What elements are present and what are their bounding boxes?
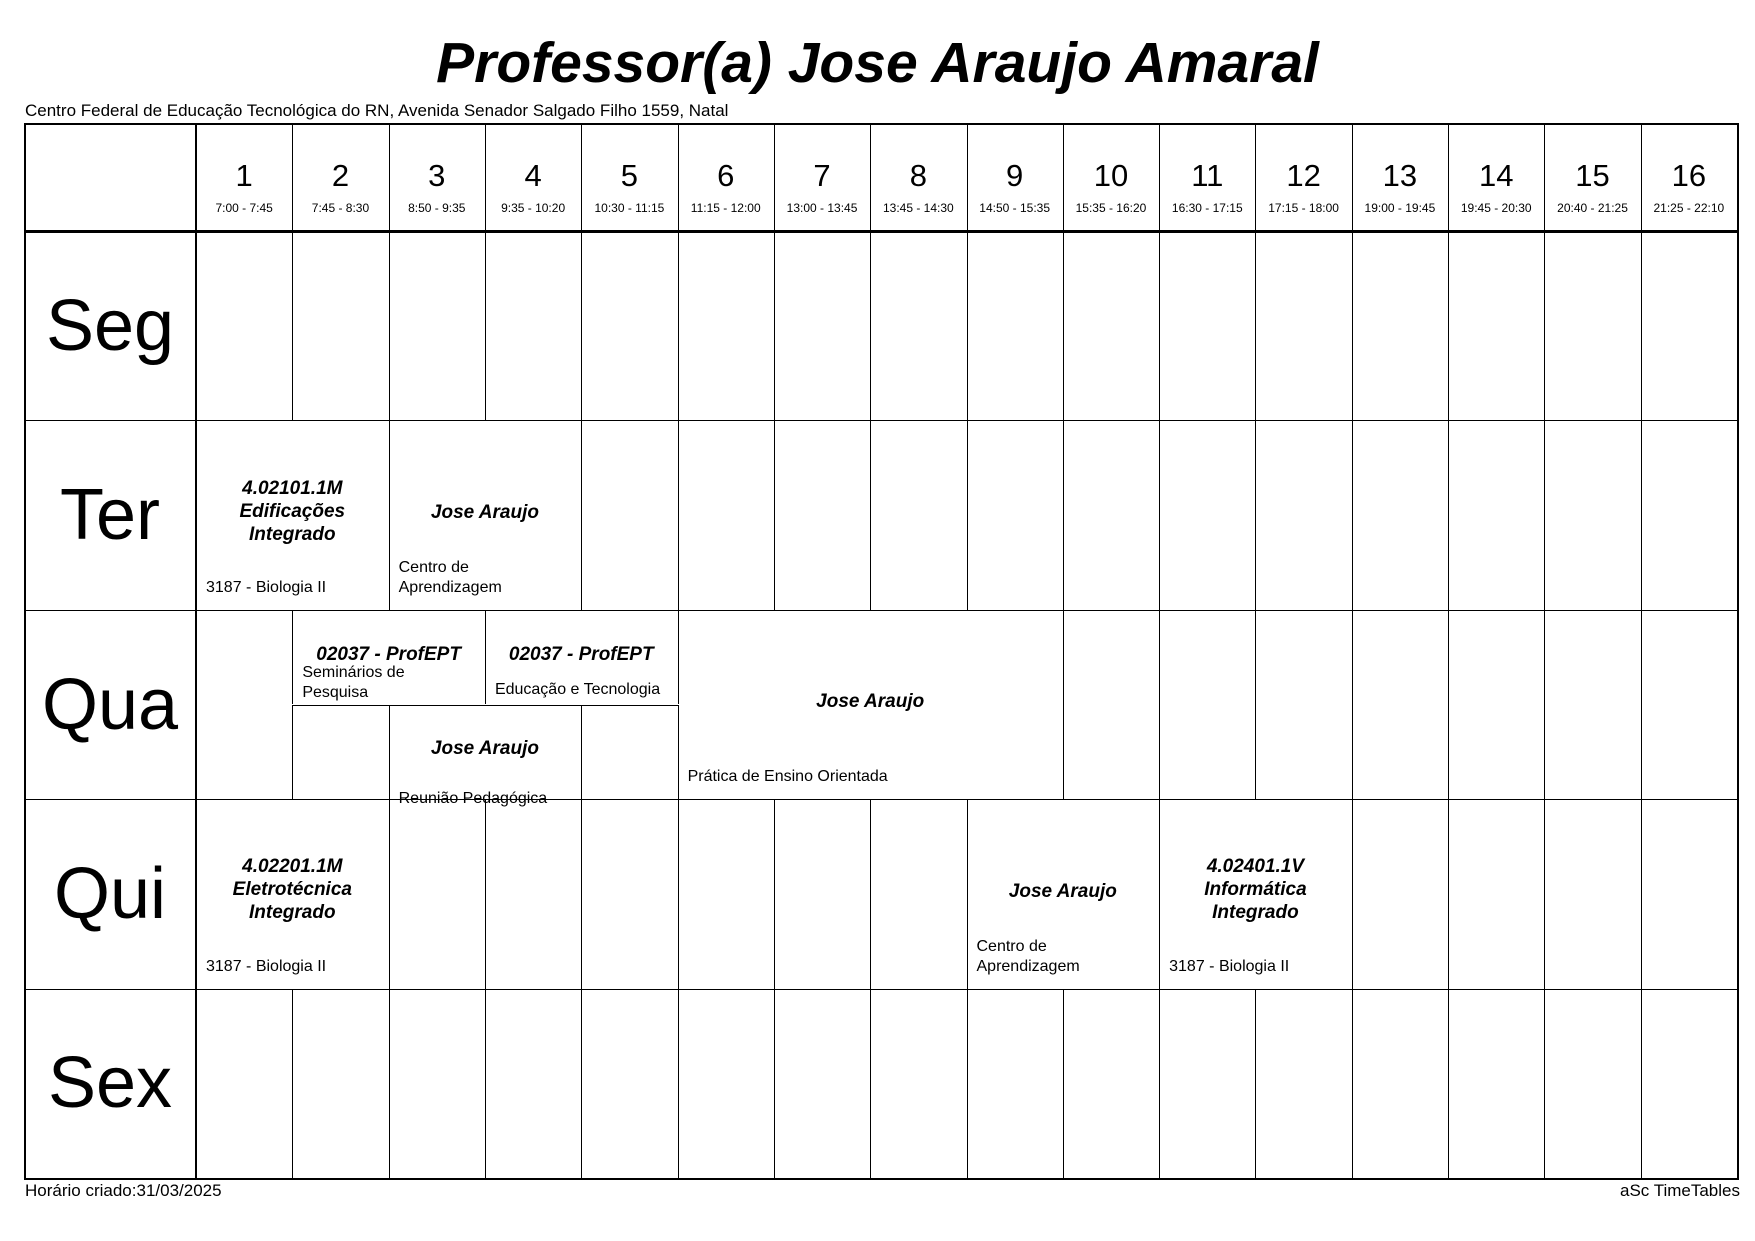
- period-header-cell: [1448, 123, 1544, 231]
- grid-line: [774, 799, 775, 988]
- period-number: 10: [1093, 158, 1129, 193]
- period-time: 20:40 - 21:25: [1557, 201, 1628, 215]
- period-number: 5: [620, 158, 639, 193]
- grid-line: [1159, 989, 1160, 1178]
- day-label: Qua: [41, 664, 179, 745]
- period-number: 8: [909, 158, 927, 193]
- grid-line: [485, 989, 486, 1178]
- period-header-cell: [581, 123, 677, 231]
- grid-line: [1159, 420, 1160, 609]
- period-header-cell: [870, 123, 966, 231]
- grid-line: [1063, 989, 1064, 1178]
- period-time: 8:50 - 9:35: [408, 201, 466, 215]
- grid-line: [967, 420, 968, 609]
- period-header-cell: [774, 123, 870, 231]
- grid-line: [1255, 610, 1256, 799]
- grid-line: [1544, 799, 1545, 988]
- period-number: 1: [235, 158, 253, 193]
- lesson-title: 4.02401.1V Informática Integrado: [1204, 856, 1307, 924]
- day-label: Sex: [47, 1043, 173, 1124]
- period-number: 12: [1286, 158, 1321, 193]
- grid-line: [1448, 799, 1449, 988]
- grid-line: [1255, 989, 1256, 1178]
- grid-line: [1641, 231, 1642, 420]
- period-number: 14: [1478, 158, 1514, 193]
- grid-line: [678, 231, 679, 420]
- grid-line: [292, 705, 293, 800]
- grid-line: [1063, 420, 1064, 609]
- period-time: 13:45 - 14:30: [882, 201, 954, 215]
- lesson-subject: Reunião Pedagógica: [398, 789, 548, 807]
- grid-line: [1352, 799, 1353, 988]
- lesson-title: Jose Araujo: [430, 502, 539, 524]
- lesson-card: [196, 420, 389, 609]
- grid-line: [1544, 610, 1545, 799]
- grid-line: [389, 799, 390, 988]
- grid-line: [1448, 610, 1449, 799]
- school-address: Centro Federal de Educação Tecnológica do RN, Avenida Senador Salgado Filho 1559, Natal: [25, 101, 729, 120]
- grid-line: [870, 799, 871, 988]
- lesson-card: [292, 610, 485, 705]
- lesson-title: 02037 - ProfEPT: [316, 643, 461, 665]
- lesson-subject: Centro de Aprendizagem: [398, 558, 502, 596]
- grid-line: [1159, 231, 1160, 420]
- grid-line: [870, 420, 871, 609]
- grid-line: [1352, 610, 1353, 799]
- grid-line: [24, 989, 1737, 990]
- software-credit: aSc TimeTables: [1620, 1181, 1740, 1200]
- grid-line: [1255, 231, 1256, 420]
- lesson-subject: Educação e Tecnologia: [494, 680, 661, 698]
- period-header-cell: [389, 123, 485, 231]
- period-time: 17:15 - 18:00: [1268, 201, 1339, 215]
- period-number: 2: [331, 158, 350, 193]
- period-time: 10:30 - 11:15: [594, 201, 665, 215]
- grid-line: [1641, 610, 1642, 799]
- period-time: 21:25 - 22:10: [1653, 201, 1725, 215]
- grid-line: [678, 799, 679, 988]
- period-time: 15:35 - 16:20: [1075, 201, 1147, 215]
- grid-line: [1448, 989, 1449, 1178]
- lesson-subject: Prática de Ensino Orientada: [687, 768, 888, 786]
- grid-line: [678, 420, 679, 609]
- period-time: 19:45 - 20:30: [1460, 201, 1532, 215]
- period-number: 11: [1191, 158, 1224, 193]
- period-header-cell: [292, 123, 388, 231]
- lesson-card: [678, 610, 1063, 799]
- period-number: 16: [1671, 158, 1707, 193]
- period-header-cell: [967, 123, 1063, 231]
- lesson-subject: 3187 - Biologia II: [1169, 957, 1290, 975]
- period-header-cell: [1159, 123, 1255, 231]
- lesson-title: Jose Araujo: [1008, 880, 1117, 902]
- grid-line: [389, 989, 390, 1178]
- period-header-cell: [485, 123, 581, 231]
- grid-line: [292, 989, 293, 1178]
- lesson-title: 4.02101.1M Edificações Integrado: [239, 477, 346, 545]
- lesson-subject: Seminários de Pesquisa: [302, 663, 405, 701]
- period-time: 16:30 - 17:15: [1171, 201, 1243, 215]
- period-time: 11:15 - 12:00: [690, 201, 761, 215]
- day-label: Ter: [59, 475, 161, 556]
- lesson-title: Jose Araujo: [816, 691, 925, 713]
- period-header-cell: [1063, 123, 1159, 231]
- period-time: 14:50 - 15:35: [979, 201, 1051, 215]
- period-header-cell: [1352, 123, 1448, 231]
- grid-line: [1352, 231, 1353, 420]
- period-time: 7:45 - 8:30: [311, 201, 370, 215]
- grid-line: [774, 989, 775, 1178]
- lesson-card: [389, 420, 582, 609]
- grid-line: [967, 231, 968, 420]
- period-header-cell: [1255, 123, 1351, 231]
- grid-line: [774, 231, 775, 420]
- period-header-cell: [1641, 123, 1737, 231]
- lesson-card: [196, 799, 389, 988]
- page-title: Professor(a) Jose Araujo Amaral: [436, 31, 1319, 95]
- period-time: 13:00 - 13:45: [786, 201, 858, 215]
- grid-line: [774, 420, 775, 609]
- lesson-subject: 3187 - Biologia II: [206, 957, 327, 975]
- grid-line: [1544, 231, 1545, 420]
- period-number: 7: [813, 158, 831, 193]
- grid-line: [581, 799, 582, 988]
- period-time: 7:00 - 7:45: [215, 201, 273, 215]
- grid-line: [1063, 231, 1064, 420]
- grid-line: [1352, 989, 1353, 1178]
- grid-line: [1544, 420, 1545, 609]
- grid-line: [870, 989, 871, 1178]
- period-time: 19:00 - 19:45: [1364, 201, 1436, 215]
- period-number: 9: [1006, 158, 1024, 193]
- grid-line: [1255, 420, 1256, 609]
- period-number: 3: [428, 158, 446, 193]
- lesson-card: [1159, 799, 1352, 988]
- grid-line: [485, 231, 486, 420]
- lesson-title: 4.02201.1M Eletrotécnica Integrado: [232, 856, 352, 924]
- lesson-card: [389, 705, 582, 807]
- created-date: Horário criado:31/03/2025: [25, 1181, 222, 1200]
- grid-line: [1641, 420, 1642, 609]
- lesson-title: Jose Araujo: [430, 737, 539, 759]
- grid-line: [1641, 799, 1642, 988]
- period-header-cell: [678, 123, 774, 231]
- grid-line: [967, 989, 968, 1178]
- period-number: 6: [717, 158, 735, 193]
- grid-line: [1641, 989, 1642, 1178]
- period-time: 9:35 - 10:20: [501, 201, 566, 215]
- day-label: Seg: [45, 285, 175, 366]
- period-header-cell: [196, 123, 292, 231]
- period-number: 15: [1575, 158, 1610, 193]
- grid-line: [678, 989, 679, 1178]
- grid-line: [389, 231, 390, 420]
- grid-line: [195, 123, 197, 1178]
- period-number: 4: [524, 158, 542, 193]
- grid-line: [1544, 989, 1545, 1178]
- grid-line: [1448, 420, 1449, 609]
- day-label: Qui: [53, 853, 167, 934]
- grid-line: [870, 231, 871, 420]
- period-header-cell: [1544, 123, 1640, 231]
- grid-line: [1159, 610, 1160, 799]
- grid-line: [292, 231, 293, 420]
- lesson-subject: Centro de Aprendizagem: [976, 937, 1080, 975]
- period-number: 13: [1382, 158, 1418, 193]
- lesson-title: 02037 - ProfEPT: [508, 643, 654, 665]
- grid-line: [485, 799, 486, 988]
- grid-line: [1448, 231, 1449, 420]
- grid-line: [581, 989, 582, 1178]
- grid-line: [581, 231, 582, 420]
- grid-line: [1352, 420, 1353, 609]
- lesson-card: [485, 610, 678, 705]
- lesson-card: [967, 799, 1160, 988]
- lesson-subject: 3187 - Biologia II: [206, 578, 327, 596]
- grid-line: [581, 420, 582, 609]
- grid-line: [1063, 610, 1064, 799]
- grid-line: [581, 705, 582, 800]
